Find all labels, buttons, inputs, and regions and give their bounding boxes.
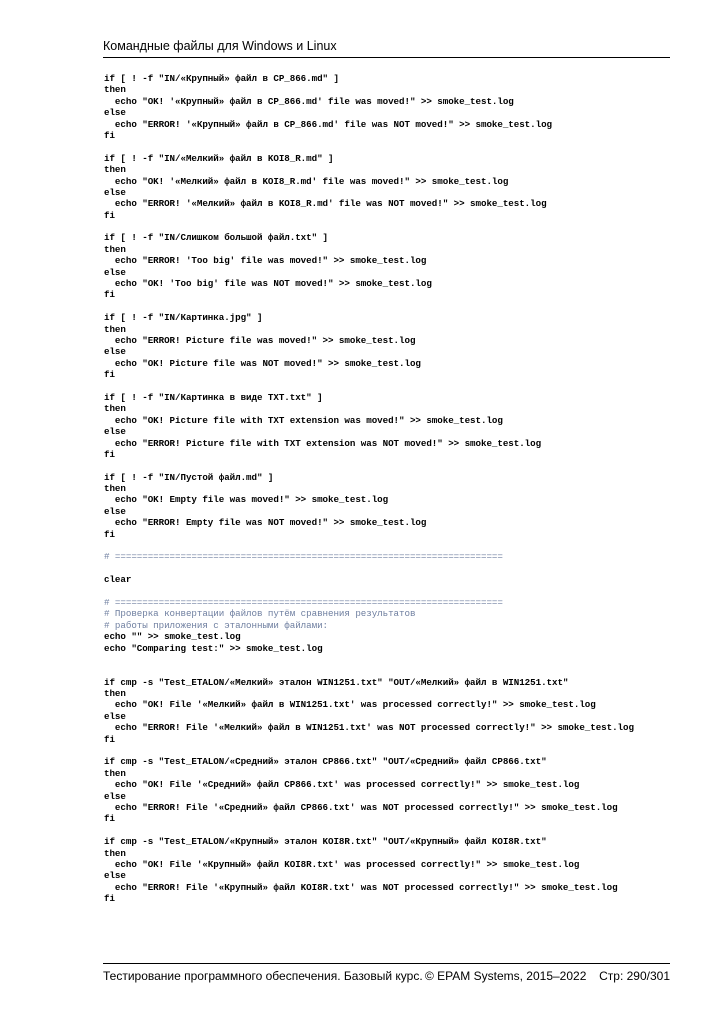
page-header (103, 36, 670, 58)
code-line: echo "" >> smoke_test.log (104, 631, 241, 643)
code-line: echo "ERROR! Picture file with TXT extension was NOT moved!" >> smoke_test.log (104, 437, 542, 449)
code-blank-line (104, 141, 684, 152)
code-line: echo "OK! Picture file was NOT moved!" >> smoke_test.log (104, 357, 421, 369)
code-line: else (104, 266, 126, 278)
code-line: if cmp -s "Test_ETALON/«Крупный» эталон KOI8R.txt" "OUT/«Крупный» файл KOI8R.txt" (104, 836, 547, 848)
page-footer (103, 963, 670, 988)
code-line: echo "OK! File '«Крупный» файл KOI8R.txt' was processed correctly!" >> smoke_test.log (104, 858, 580, 870)
code-line: else (104, 107, 126, 119)
code-line: fi (104, 893, 115, 905)
code-line: echo "OK! Empty file was moved!" >> smoke_test.log (104, 494, 389, 506)
code-blank-line (104, 586, 684, 597)
code-blank-line (104, 563, 684, 574)
code-line: then (104, 164, 126, 176)
code-line: echo "ERROR! Empty file was NOT moved!" >> smoke_test.log (104, 517, 427, 529)
code-line: then (104, 84, 126, 96)
code-line: then (104, 688, 126, 700)
code-line: fi (104, 813, 115, 825)
code-line: echo "ERROR! File '«Средний» файл CP866.txt' was NOT processed correctly!" >> smoke_test.log (104, 802, 618, 813)
code-line: if [ ! -f "IN/Пустой файл.md" ] (104, 471, 274, 483)
code-comment-line: # ======================================================================= (104, 596, 503, 608)
code-line: fi (104, 448, 115, 460)
code-line: echo "ERROR! File '«Крупный» файл KOI8R.txt' was NOT processed correctly!" >> smoke_test.log (104, 881, 618, 893)
code-line: if [ ! -f "IN/Картинка в виде TXT.txt" ] (104, 391, 323, 403)
code-line: echo "OK! 'Too big' file was NOT moved!" >> smoke_test.log (104, 278, 432, 290)
code-line: fi (104, 369, 115, 381)
code-blank-line (104, 301, 684, 312)
code-blank-line (104, 745, 684, 756)
code-line: fi (104, 528, 115, 540)
code-line: else (104, 505, 126, 517)
code-line: else (104, 186, 126, 198)
code-line: echo "ERROR! File '«Мелкий» файл в WIN1251.txt' was NOT processed correctly!" >> smoke_test.log (104, 722, 634, 734)
footer-course-title: Тестирование программного обеспечения. Базовый курс. (103, 969, 423, 983)
code-line: echo "ERROR! '«Крупный» файл в CP_866.md' file was NOT moved!" >> smoke_test.log (104, 118, 552, 130)
code-line: echo "OK! '«Мелкий» файл в KOI8_R.md' file was moved!" >> smoke_test.log (104, 175, 509, 187)
code-line: then (104, 243, 126, 255)
code-line: fi (104, 209, 115, 221)
code-blank-line (104, 540, 684, 551)
code-line: echo "OK! File '«Мелкий» файл в WIN1251.txt' was processed correctly!" >> smoke_test.log (104, 699, 596, 711)
page-header-title: Командные файлы для Windows и Linux (103, 39, 337, 53)
code-line: if [ ! -f "IN/«Мелкий» файл в KOI8_R.md" ] (104, 152, 334, 164)
code-line: then (104, 847, 126, 859)
code-blank-line (104, 825, 684, 836)
code-line: fi (104, 129, 115, 141)
code-line: echo "ERROR! '«Мелкий» файл в KOI8_R.md' file was NOT moved!" >> smoke_test.log (104, 198, 547, 210)
code-line: else (104, 870, 126, 882)
code-blank-line (104, 381, 684, 392)
footer-copyright: © EPAM Systems, 2015–2022 (425, 969, 587, 983)
code-line: echo "Comparing test:" >> smoke_test.log (104, 642, 323, 654)
code-line: fi (104, 289, 115, 301)
code-line: then (104, 767, 126, 779)
code-line: else (104, 790, 126, 802)
code-line: echo "OK! '«Крупный» файл в CP_866.md' file was moved!" >> smoke_test.log (104, 95, 514, 107)
code-line: echo "OK! Picture file with TXT extension was moved!" >> smoke_test.log (104, 414, 503, 426)
code-blank-line (104, 665, 684, 676)
code-line: then (104, 323, 126, 335)
code-line: if [ ! -f "IN/Слишком большой файл.txt" ] (104, 232, 328, 244)
code-blank-line (104, 460, 684, 471)
code-blank-line (104, 221, 684, 232)
code-comment-line: # Проверка конвертации файлов путём сравнения результатов (104, 608, 416, 620)
code-line: if cmp -s "Test_ETALON/«Средний» эталон CP866.txt" "OUT/«Средний» файл CP866.txt" (104, 756, 547, 768)
code-comment-line: # ======================================================================= (104, 551, 503, 563)
code-line: fi (104, 733, 115, 745)
code-line: echo "OK! File '«Средний» файл CP866.txt' was processed correctly!" >> smoke_test.log (104, 779, 580, 791)
code-line: then (104, 403, 126, 415)
code-blank-line (104, 654, 684, 665)
code-line: echo "ERROR! Picture file was moved!" >> smoke_test.log (104, 334, 416, 346)
code-line: if cmp -s "Test_ETALON/«Мелкий» эталон WIN1251.txt" "OUT/«Мелкий» файл в WIN1251.txt" (104, 676, 569, 688)
code-line: clear (104, 574, 132, 586)
code-line: then (104, 483, 126, 495)
code-line: else (104, 346, 126, 358)
code-line: else (104, 426, 126, 438)
code-line: if [ ! -f "IN/Картинка.jpg" ] (104, 312, 263, 324)
code-line: if [ ! -f "IN/«Крупный» файл в CP_866.md" ] (104, 73, 339, 84)
code-line: else (104, 710, 126, 722)
footer-page-number: Стр: 290/301 (599, 969, 670, 983)
code-line: echo "ERROR! 'Too big' file was moved!" >> smoke_test.log (104, 255, 427, 267)
code-listing (104, 73, 684, 905)
code-comment-line: # работы приложения с эталонными файлами: (104, 619, 328, 631)
